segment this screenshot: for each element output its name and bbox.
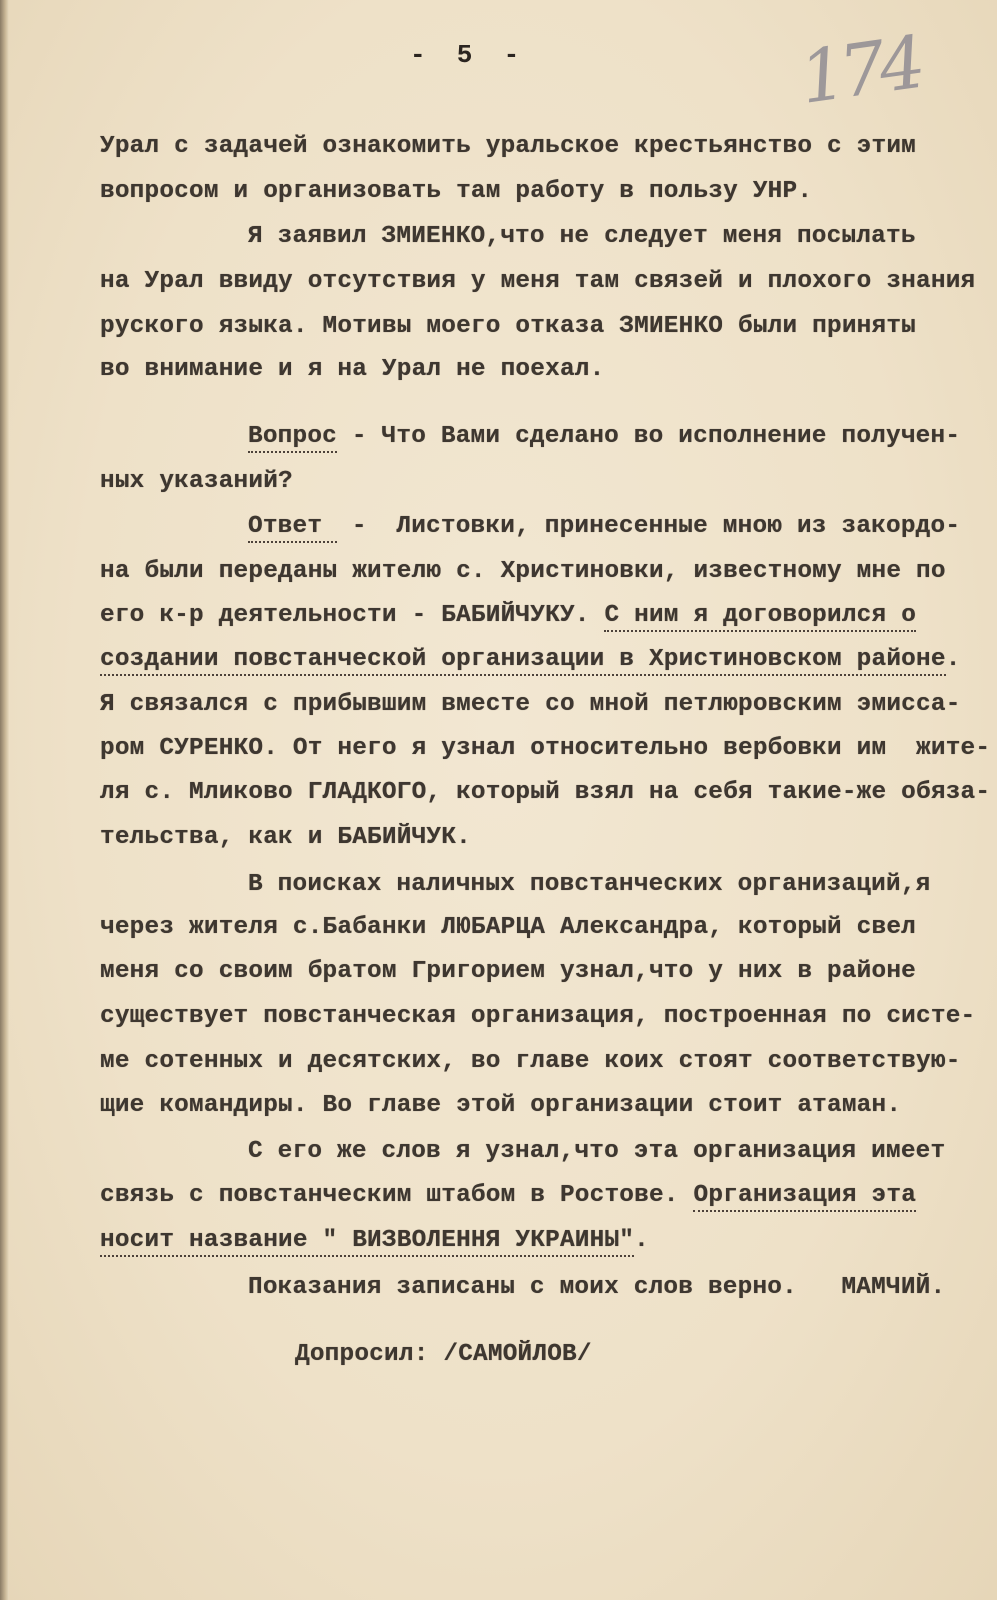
text-line [248,512,960,542]
underlined-text: Вопрос [248,423,337,453]
text-line [100,1047,961,1077]
text-segment: ных указаний? [100,468,293,495]
text-line [100,312,916,342]
text-line [248,870,931,900]
text-line [248,222,916,252]
text-line [100,1226,649,1256]
text-segment: через жителя с.Бабанки ЛЮБАРЦА Александра, который свел [100,914,917,941]
text-line [100,645,961,675]
text-line [295,1340,592,1370]
text-segment: ме сотенных и десятских, во главе коих стоят соответствую- [100,1048,961,1075]
text-line [100,913,916,943]
text-segment: его к-р деятельности - БАБИЙЧУКУ. [100,602,605,629]
text-segment: . [945,646,961,673]
text-line [248,1137,945,1167]
text-segment: существует повстанческая организация, построенная по систе- [100,1003,976,1030]
text-line [100,601,916,631]
text-segment: на были переданы жителю с. Христиновки, известному мне по [100,558,946,585]
text-segment: Я связался с прибывшим вместе со мной петлюровским эмисса- [100,691,961,718]
text-line [100,267,975,297]
text-line [248,422,960,452]
text-segment: Допросил: /САМОЙЛОВ/ [295,1341,592,1368]
text-line [100,1181,916,1211]
text-segment: во внимание и я на Урал не поехал. [100,356,605,383]
text-line [100,177,812,207]
text-line [100,1091,901,1121]
underlined-text: создании повстанческой организации в Христиновском районе [100,646,946,676]
text-line [248,1273,945,1303]
underlined-text: С ним я договорился о [604,602,916,632]
text-segment: В поисках наличных повстанческих организаций,я [248,871,931,898]
text-line [100,823,471,853]
text-line [100,778,990,808]
text-segment: . [634,1227,649,1254]
text-line [100,957,916,987]
text-line [100,1002,975,1032]
text-segment: ром СУРЕНКО. От него я узнал относительно вербовки им жите- [100,735,991,762]
text-line [100,690,961,720]
text-line [100,467,293,497]
text-line [100,557,946,587]
text-line [100,132,916,162]
text-segment: - Что Вами сделано во исполнение получен- [337,423,961,450]
text-segment: щие командиры. Во главе этой организации стоит атаман. [100,1092,902,1119]
underlined-text: Ответ [248,513,337,543]
text-segment: - Листовки, принесенные мною из закордо- [337,513,961,540]
text-segment: ля с. Мликово ГЛАДКОГО, который взял на себя такие-же обяза- [100,779,991,806]
page-number: - 5 - [410,40,520,70]
text-line [100,734,990,764]
text-segment: тельства, как и БАБИЙЧУК. [100,824,471,851]
text-line [100,355,604,385]
text-segment: меня со своим братом Григорием узнал,что у них в районе [100,958,917,985]
underlined-text: носит название " ВИЗВОЛЕННЯ УКРАИНЫ" [100,1227,634,1257]
text-segment: руского языка. Мотивы моего отказа ЗМИЕНКО были приняты [100,313,917,340]
text-segment: связь с повстанческим штабом в Ростове. [100,1182,694,1209]
text-segment: С его же слов я узнал,что эта организация имеет [248,1138,946,1165]
text-segment: Урал с задачей ознакомить уральское крестьянство с этим [100,133,917,160]
text-segment: Показания записаны с моих слов верно. МАМЧИЙ. [248,1274,946,1301]
page-edge [0,0,9,1600]
text-segment: вопросом и организовать там работу в пользу УНР. [100,178,813,205]
underlined-text: Организация эта [693,1182,916,1212]
text-segment: Я заявил ЗМИЕНКО,что не следует меня посылать [248,223,916,250]
text-segment: на Урал ввиду отсутствия у меня там связей и плохого знания [100,268,976,295]
handwritten-folio-number: 174 [794,20,925,120]
